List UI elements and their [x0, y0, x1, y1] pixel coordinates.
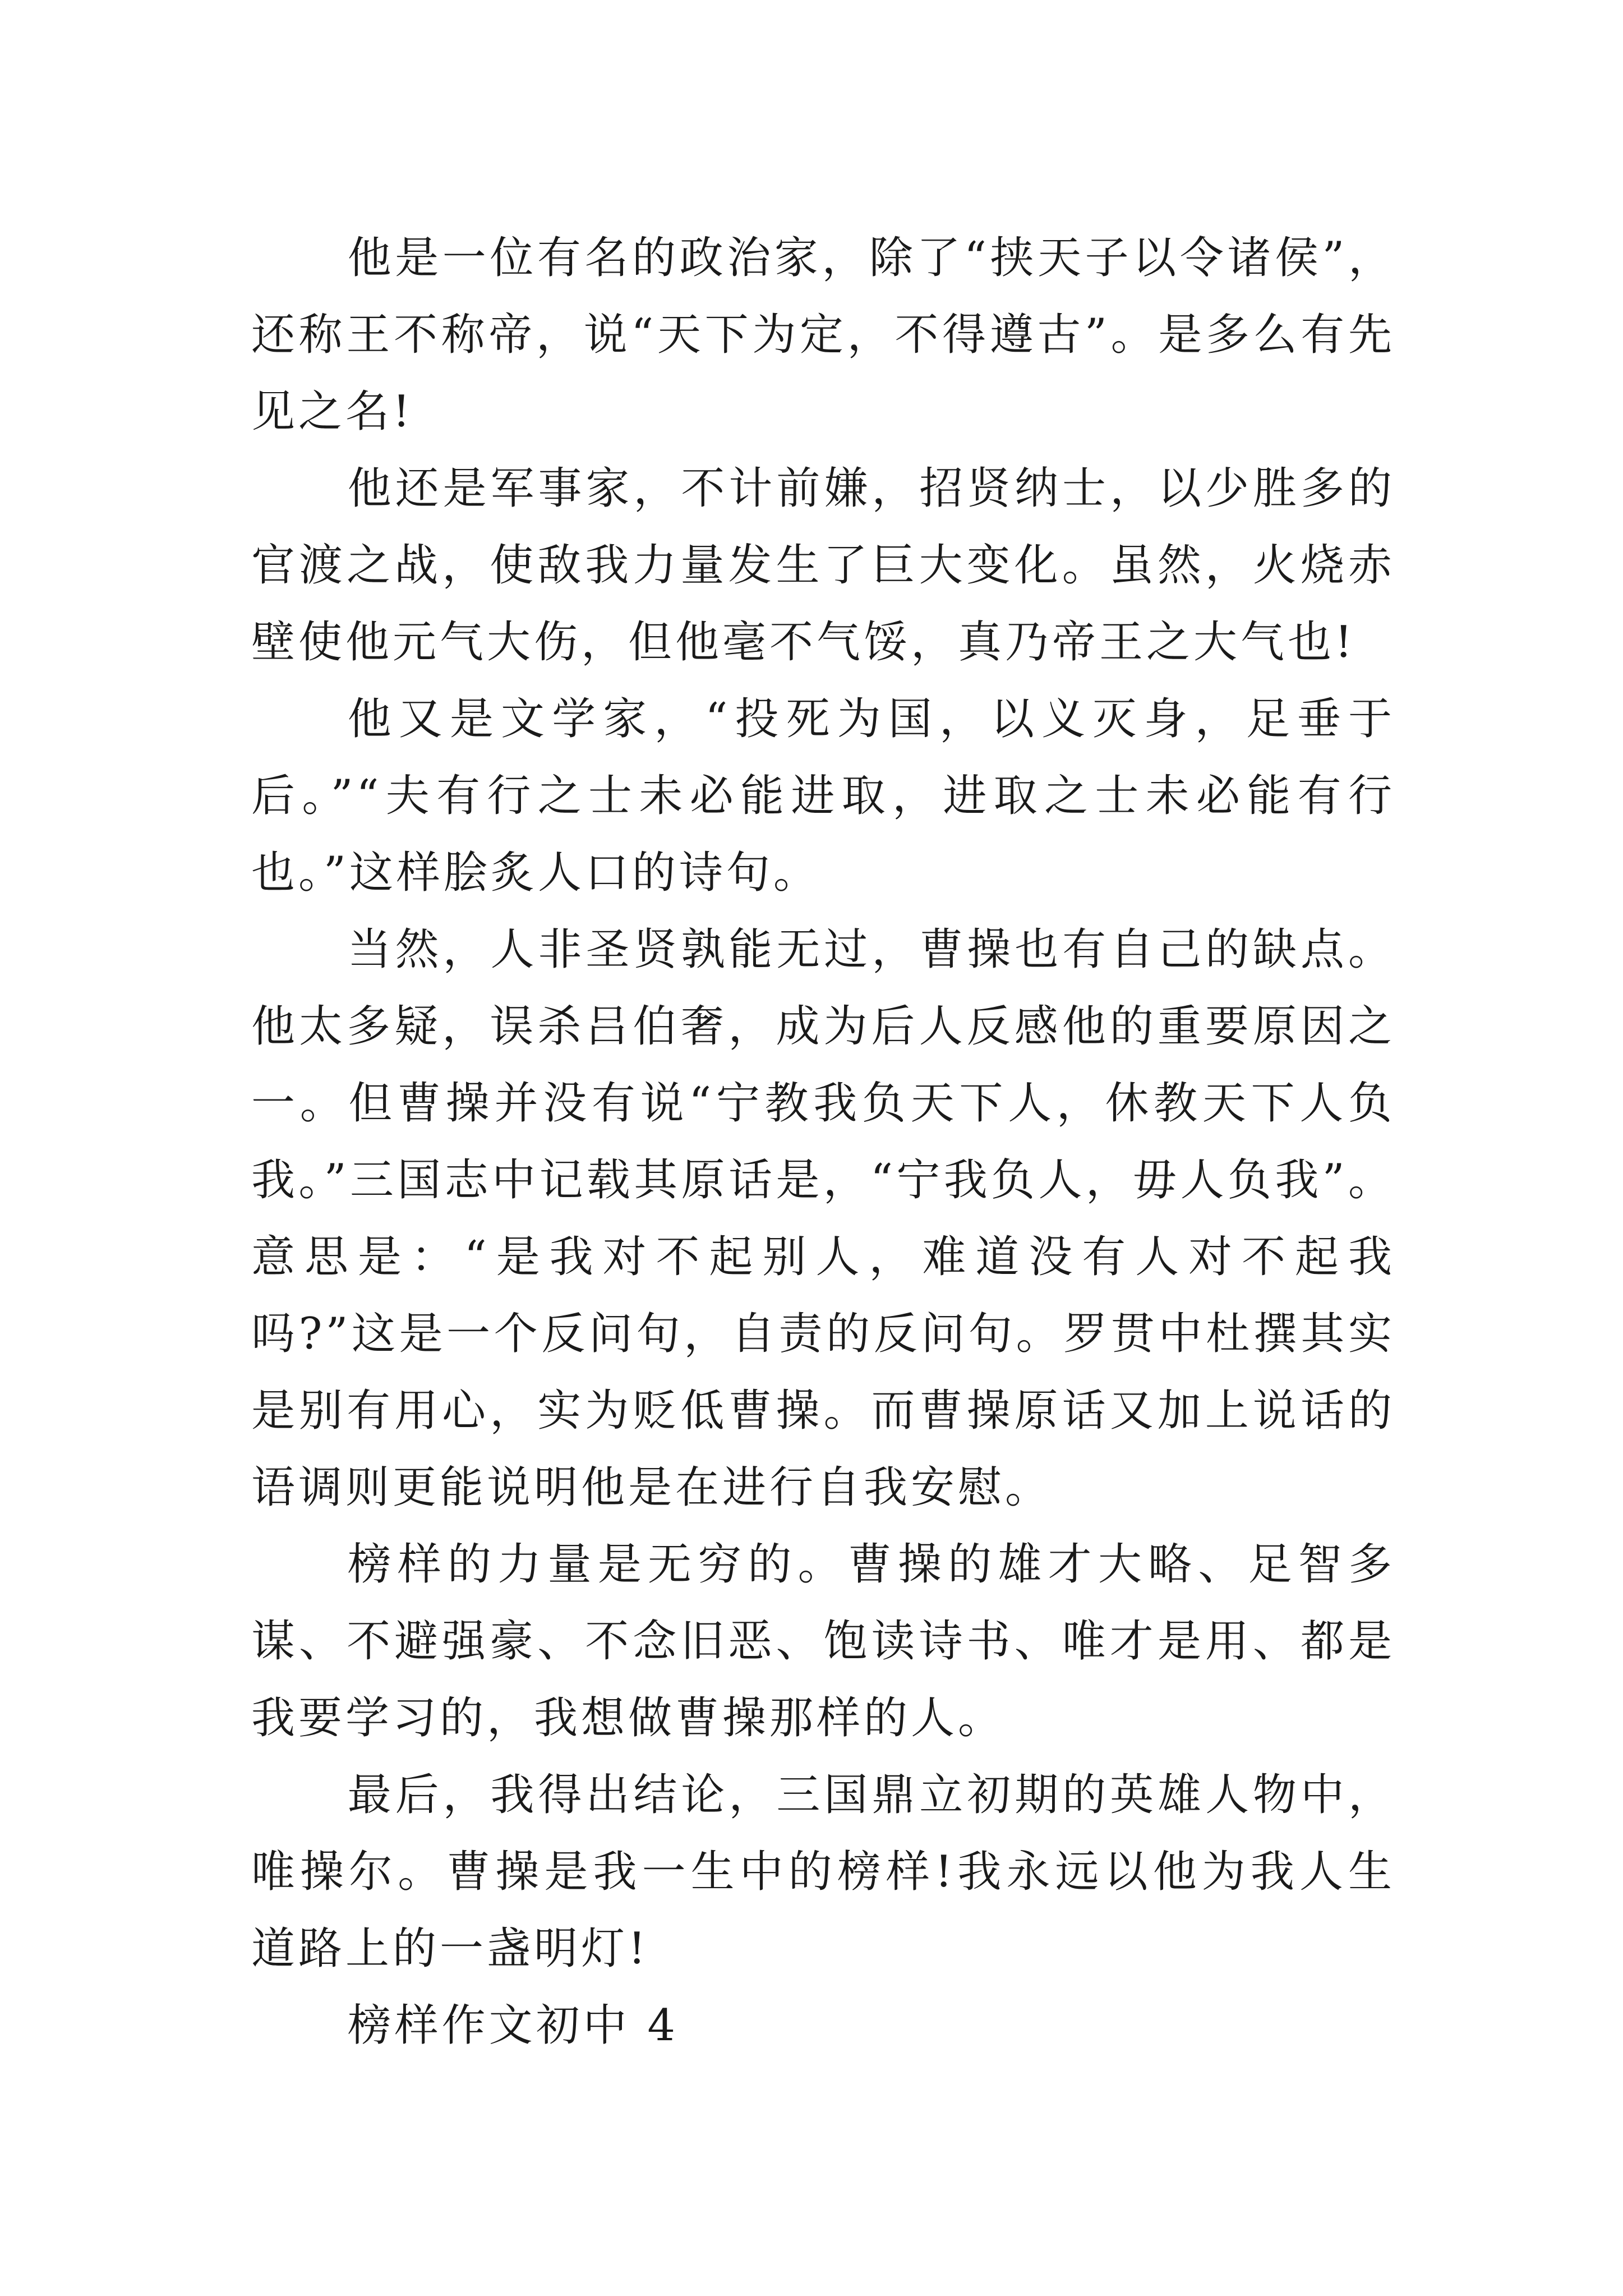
paragraph-role-model: 榜样的力量是无穷的。曹操的雄才大略、足智多谋、不避强豪、不念旧恶、饱读诗书、唯才是用、都是我要学习的，我想做曹操那样的人。	[251, 1539, 1395, 1743]
paragraph-flaws: 当然，人非圣贤孰能无过，曹操也有自己的缺点。他太多疑，误杀吕伯奢，成为后人反感他的重要原因之一。但曹操并没有说“宁教我负天下人，休教天下人负我。”三国志中记载其原话是，“宁我负人，毋人负我”。意思是：“是我对不起别人，难道没有人对不起我吗?”这是一个反问句，自责的反问句。罗贯中杜撰其实是别有用心，实为贬低曹操。而曹操原话又加上说话的语调则更能说明他是在进行自我安慰。	[251, 924, 1395, 1513]
document-body	[251, 220, 1395, 2064]
section-heading: 榜样作文初中 4	[347, 2000, 679, 2051]
paragraph-conclusion: 最后，我得出结论，三国鼎立初期的英雄人物中，唯操尔。曹操是我一生中的榜样!我永远以他为我人生道路上的一盏明灯!	[251, 1770, 1395, 1974]
paragraph-politician: 他是一位有名的政治家，除了“挟天子以令诸侯”，还称王不称帝，说“天下为定，不得遵古”。是多么有先见之名!	[251, 233, 1395, 437]
paragraph-literature: 他又是文学家，“投死为国，以义灭身，足垂于后。”“夫有行之士未必能进取，进取之士未必能有行也。”这样脍炙人口的诗句。	[251, 694, 1395, 898]
paragraph-military: 他还是军事家，不计前嫌，招贤纳士，以少胜多的官渡之战，使敌我力量发生了巨大变化。虽然，火烧赤壁使他元气大伤，但他毫不气馁，真乃帝王之大气也!	[251, 463, 1395, 668]
